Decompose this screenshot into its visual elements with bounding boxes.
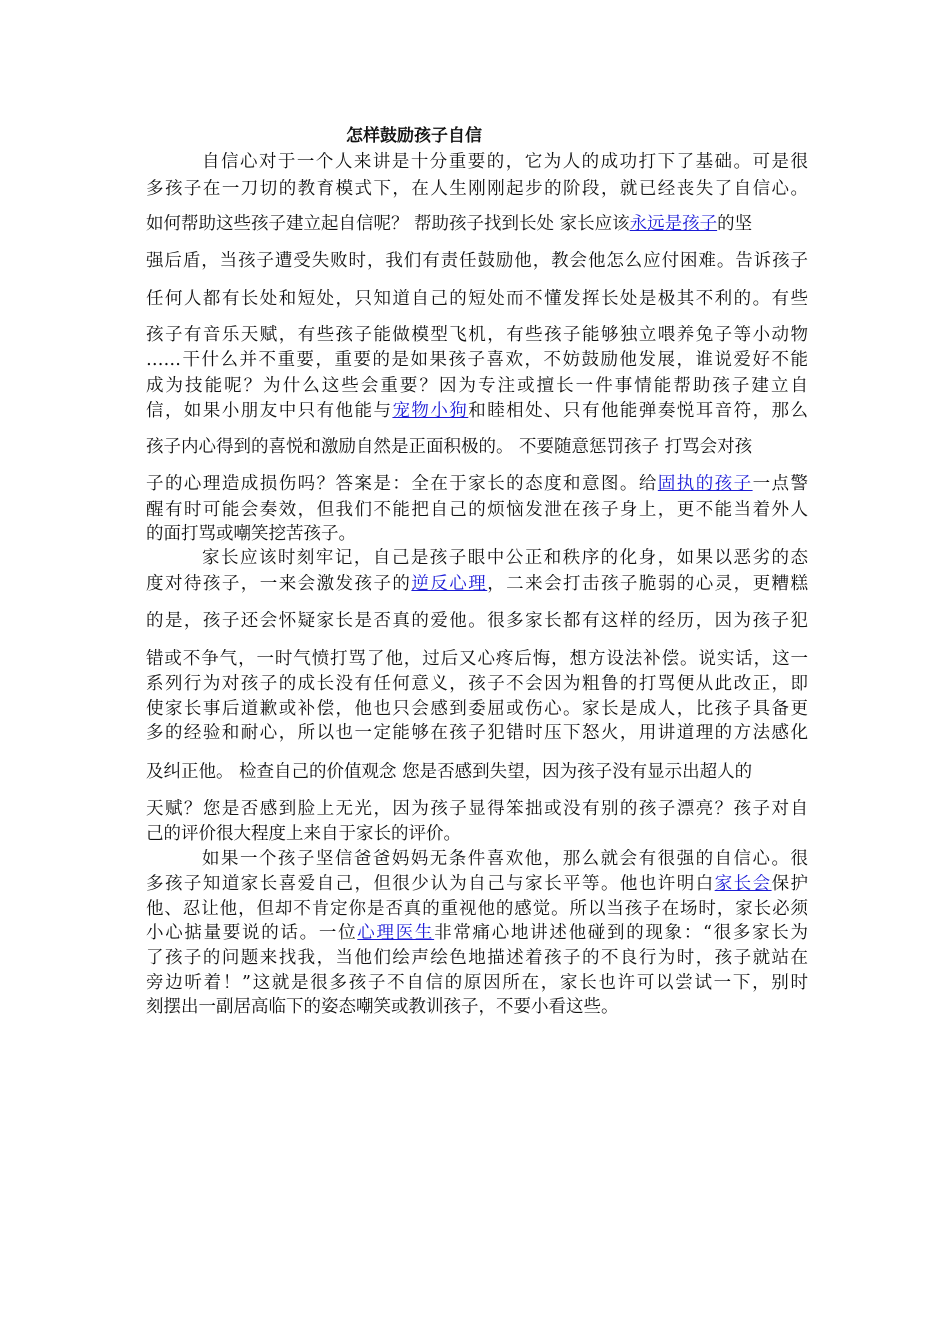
text-run: 己的评价很大程度上来自于家长的评价。 bbox=[146, 824, 461, 844]
inline-link[interactable]: 永远是孩子 bbox=[629, 214, 718, 234]
text-line bbox=[146, 797, 808, 821]
text-run: 他、忍让他，但却不肯定你是否真的重视他的感觉。所以当孩子在场时，家长必须 bbox=[146, 899, 808, 919]
text-line bbox=[146, 435, 808, 459]
text-run: 家长应该时刻牢记，自己是孩子眼中公正和秩序的化身，如果以恶劣的态 bbox=[202, 548, 808, 568]
text-run: 系列行为对孩子的成长没有任何意义，孩子不会因为粗鲁的打骂便从此改正，即 bbox=[146, 674, 808, 694]
text-run: 使家长事后道歉或补偿，他也只会感到委屈或伤心。家长是成人，比孩子具备更 bbox=[146, 699, 808, 719]
text-line bbox=[146, 374, 808, 398]
text-line bbox=[146, 760, 808, 784]
text-run: 错或不争气，一时气愤打骂了他，过后又心疼后悔，想方设法补偿。说实话，这一 bbox=[146, 649, 808, 669]
text-run: 的坚 bbox=[717, 214, 753, 234]
text-line bbox=[146, 249, 808, 273]
text-run: 子的心理造成损伤吗？答案是：全在于家长的态度和意图。给 bbox=[146, 474, 658, 494]
text-run: 及纠正他。 检查自己的价值观念 您是否感到失望，因为孩子没有显示出超人的 bbox=[146, 762, 753, 782]
text-run: 如何帮助这些孩子建立起自信呢？ 帮助孩子找到长处 家长应该 bbox=[146, 214, 630, 234]
text-run: 信，如果小朋友中只有他能与 bbox=[146, 401, 393, 421]
text-run: 强后盾，当孩子遭受失败时，我们有责任鼓励他，教会他怎么应付困难。告诉孩子 bbox=[146, 251, 808, 271]
text-line bbox=[146, 348, 808, 372]
text-line bbox=[146, 647, 808, 671]
text-line bbox=[146, 822, 808, 846]
text-run: 任何人都有长处和短处，只知道自己的短处而不懂发挥长处是极其不利的。有些 bbox=[146, 289, 808, 309]
text-run: 一点警 bbox=[752, 474, 808, 494]
text-line bbox=[146, 697, 808, 721]
text-line bbox=[202, 847, 808, 871]
text-line bbox=[202, 546, 808, 570]
text-line bbox=[146, 287, 808, 311]
text-line bbox=[146, 399, 808, 423]
text-line bbox=[146, 971, 808, 995]
text-line bbox=[146, 498, 808, 522]
text-run: 醒有时可能会奏效，但我们不能把自己的烦恼发泄在孩子身上，更不能当着外人 bbox=[146, 500, 808, 520]
document-title: 怎样鼓励孩子自信 bbox=[346, 126, 482, 146]
text-line bbox=[146, 212, 808, 236]
inline-link[interactable]: 心理医生 bbox=[357, 923, 435, 943]
inline-link[interactable]: 家长会 bbox=[714, 874, 772, 894]
text-line bbox=[146, 946, 808, 970]
text-line bbox=[146, 609, 808, 633]
text-run: 小心掂量要说的话。一位 bbox=[146, 923, 358, 943]
text-run: 孩子内心得到的喜悦和激励自然是正面积极的。 不要随意惩罚孩子 打骂会对孩 bbox=[146, 437, 753, 457]
inline-link[interactable]: 逆反心理 bbox=[411, 574, 488, 594]
inline-link[interactable]: 宠物小狗 bbox=[392, 401, 469, 421]
text-line bbox=[146, 672, 808, 696]
text-line bbox=[202, 150, 808, 174]
text-line bbox=[146, 872, 808, 896]
text-run: 刻摆出一副居高临下的姿态嘲笑或教训孩子，不要小看这些。 bbox=[146, 997, 619, 1017]
text-run: 的面打骂或嘲笑挖苦孩子。 bbox=[146, 524, 356, 544]
text-line bbox=[146, 572, 808, 596]
text-line bbox=[146, 897, 808, 921]
text-line bbox=[146, 177, 808, 201]
text-run: 天赋？您是否感到脸上无光，因为孩子显得笨拙或没有别的孩子漂亮？孩子对自 bbox=[146, 799, 808, 819]
text-run: ，二来会打击孩子脆弱的心灵，更糟糕 bbox=[487, 574, 808, 594]
text-line bbox=[146, 522, 808, 546]
text-run: 成为技能呢？为什么这些会重要？因为专注或擅长一件事情能帮助孩子建立自 bbox=[146, 376, 808, 396]
text-run: 非常痛心地讲述他碰到的现象：“很多家长为 bbox=[434, 923, 808, 943]
text-run: 多孩子知道家长喜爱自己，但很少认为自己与家长平等。他也许明白 bbox=[146, 874, 715, 894]
text-run: ……干什么并不重要，重要的是如果孩子喜欢，不妨鼓励他发展，谁说爱好不能 bbox=[146, 350, 808, 370]
text-run: 多孩子在一刀切的教育模式下，在人生刚刚起步的阶段，就已经丧失了自信心。 bbox=[146, 179, 808, 199]
text-line bbox=[146, 472, 808, 496]
text-line bbox=[146, 323, 808, 347]
text-run: 度对待孩子，一来会激发孩子的 bbox=[146, 574, 412, 594]
text-run: 的是，孩子还会怀疑家长是否真的爱他。很多家长都有这样的经历，因为孩子犯 bbox=[146, 611, 808, 631]
text-run: 保护 bbox=[771, 874, 808, 894]
text-run: 自信心对于一个人来讲是十分重要的，它为人的成功打下了基础。可是很 bbox=[202, 152, 808, 172]
text-line bbox=[146, 921, 808, 945]
text-run: 了孩子的问题来找我，当他们绘声绘色地描述着孩子的不良行为时，孩子就站在 bbox=[146, 948, 808, 968]
inline-link[interactable]: 固执的孩子 bbox=[657, 474, 753, 494]
text-line bbox=[146, 721, 808, 745]
text-line bbox=[146, 995, 808, 1019]
text-run: 旁边听着！”这就是很多孩子不自信的原因所在，家长也许可以尝试一下，别时 bbox=[146, 973, 808, 993]
text-run: 和睦相处、只有他能弹奏悦耳音符，那么 bbox=[468, 401, 808, 421]
text-run: 多的经验和耐心，所以也一定能够在孩子犯错时压下怒火，用讲道理的方法感化 bbox=[146, 723, 808, 743]
text-run: 孩子有音乐天赋，有些孩子能做模型飞机，有些孩子能够独立喂养兔子等小动物 bbox=[146, 325, 808, 345]
text-run: 如果一个孩子坚信爸爸妈妈无条件喜欢他，那么就会有很强的自信心。很 bbox=[202, 849, 808, 869]
